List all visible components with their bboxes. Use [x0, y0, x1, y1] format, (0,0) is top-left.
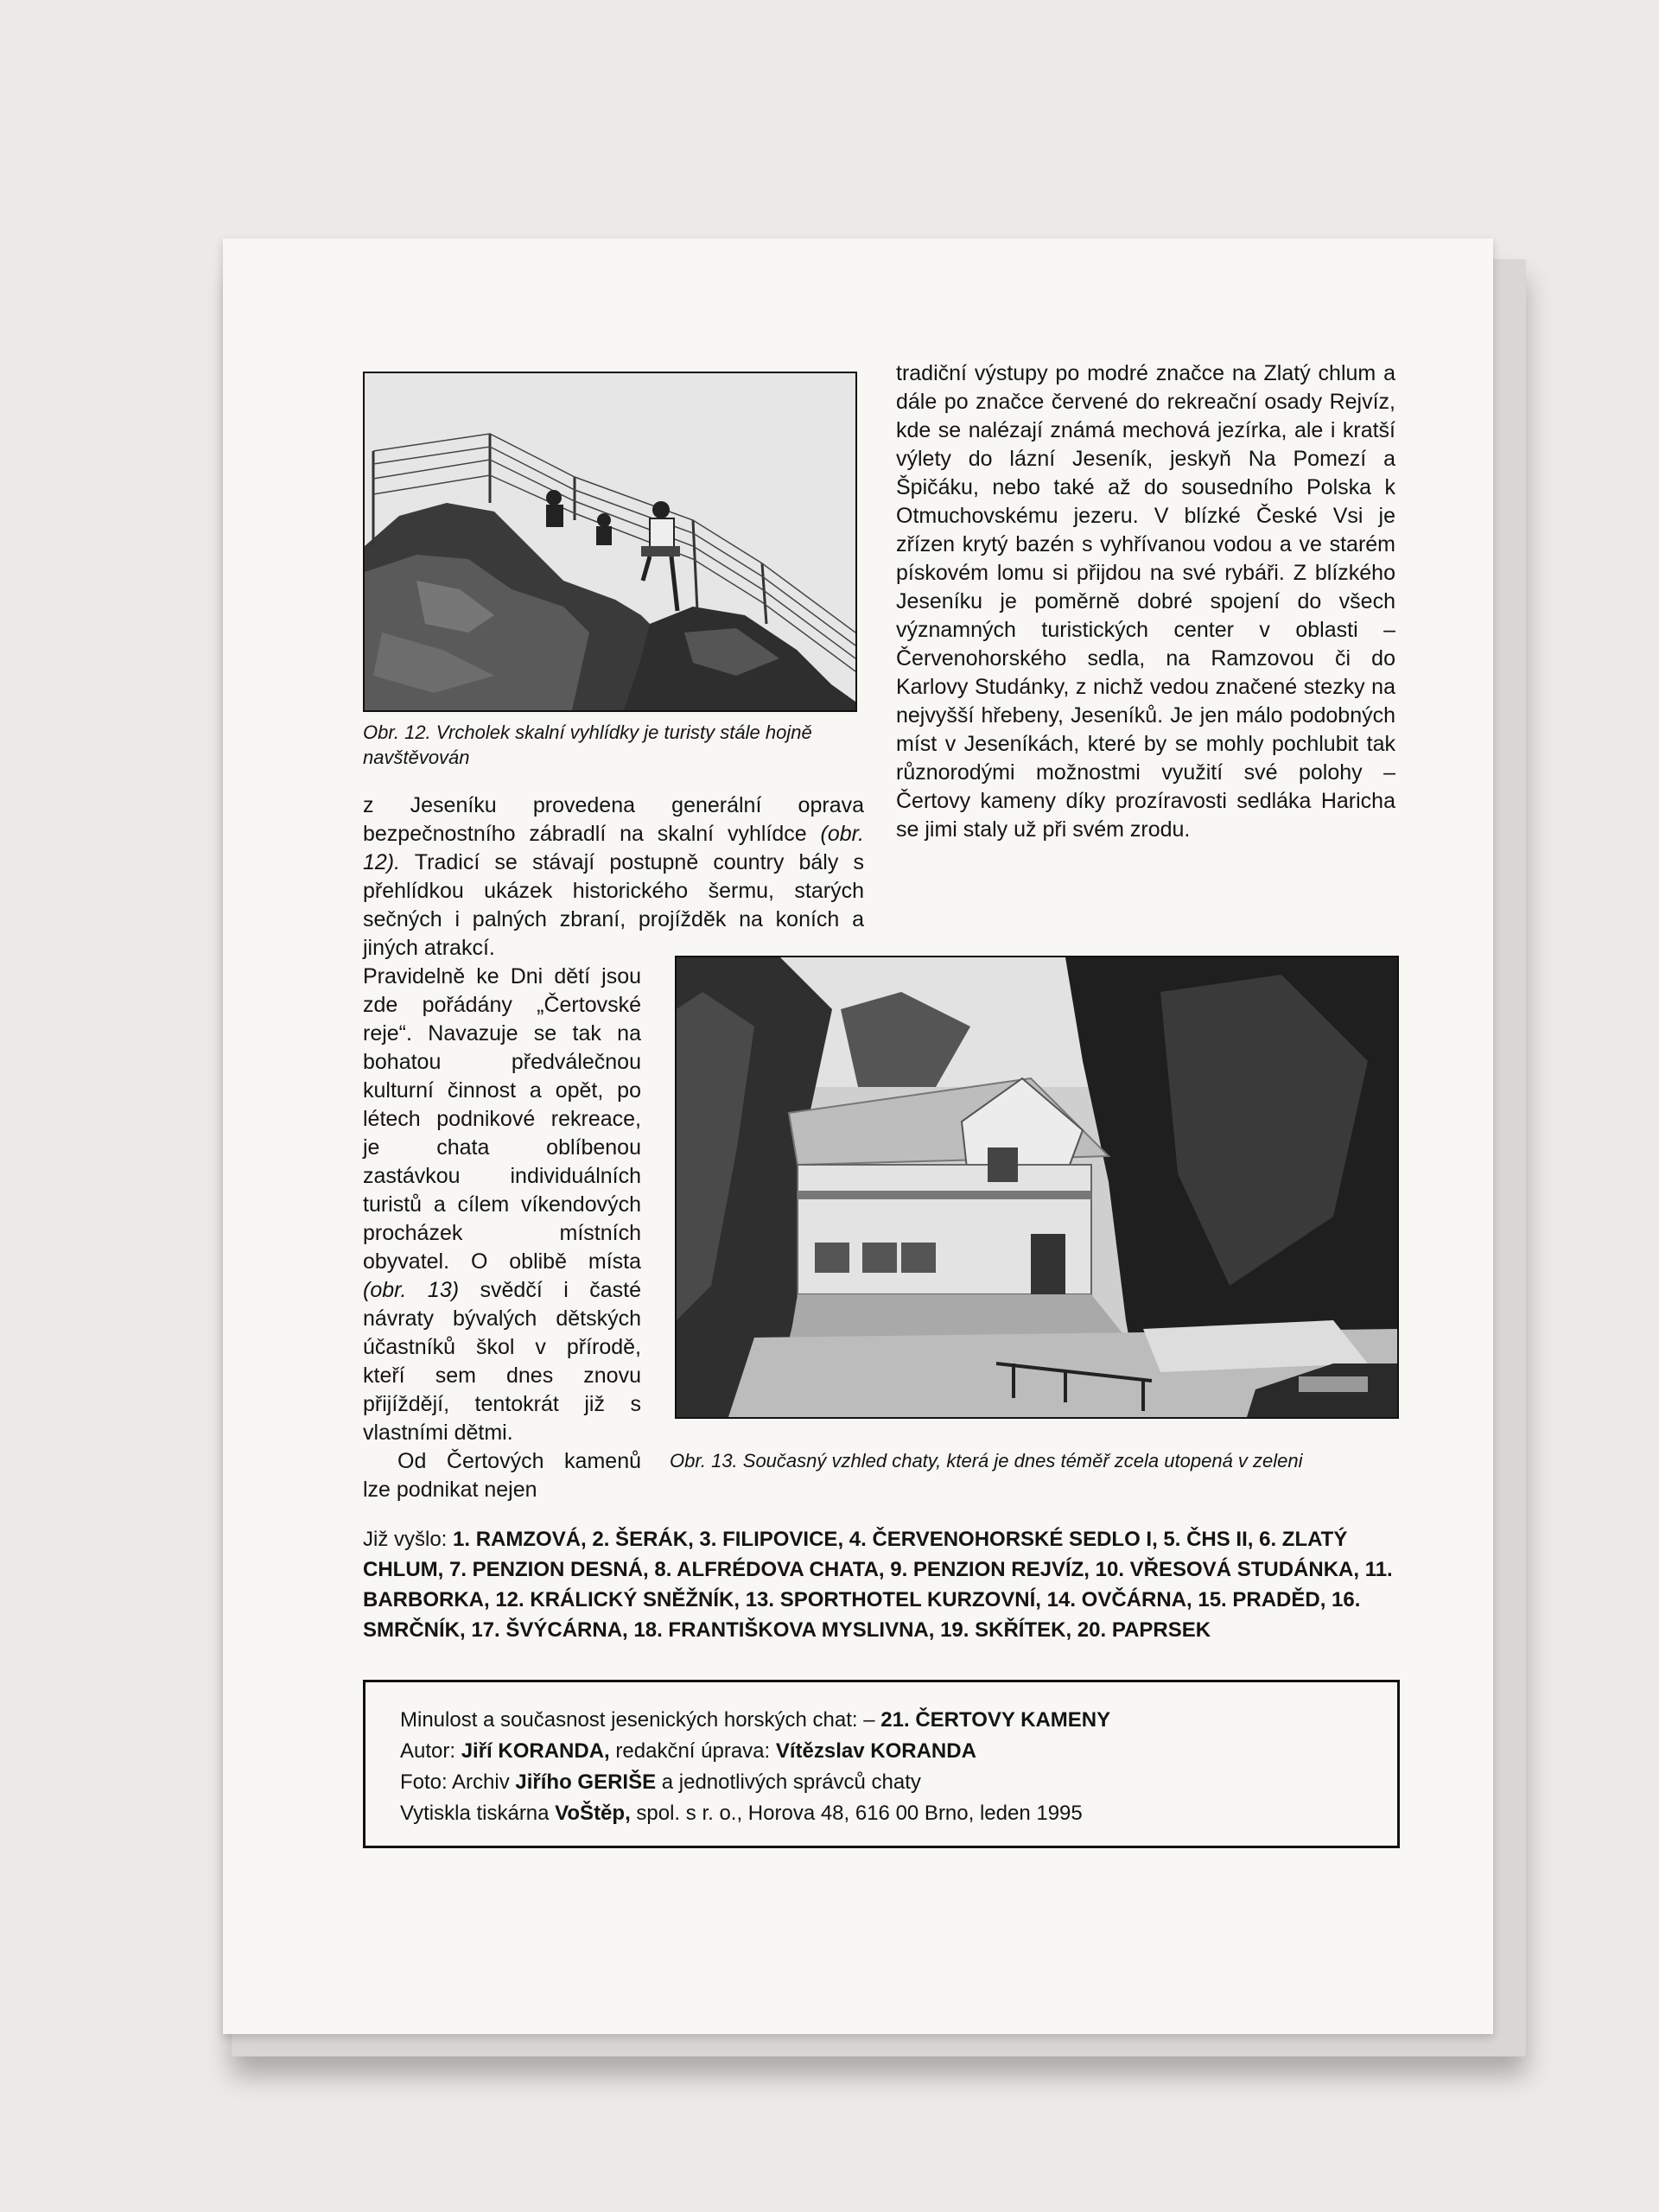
series-titles: 1. RAMZOVÁ, 2. ŠERÁK, 3. FILIPOVICE, 4. ČERVENOHORSKÉ SEDLO I, 5. ČHS II, 6. ZLATÝ CHLUM, 7. PENZION DESNÁ, 8. ALFRÉDOVA CHATA, 9. PENZION REJVÍZ, 10. VŘESOVÁ STUDÁNKA, 11. BARBORKA, 12. KRÁLICKÝ SNĚŽNÍK, 13. SPORTHOTEL KURZOVNÍ, 14. OVČÁRNA, 15. PRADĚD, 16. SMRČNÍK, 17. ŠVÝCÁRNA, 18. FRANTIŠKOVA MYSLIVNA, 19. SKŘÍTEK, 20. PAPRSEK: [363, 1528, 1393, 1642]
series-list: [363, 1524, 1404, 1645]
series-lead: Již vyšlo:: [363, 1528, 448, 1551]
author-label: Autor:: [400, 1739, 456, 1763]
printer-details: spol. s r. o., Horova 48, 616 00 Brno, leden 1995: [636, 1802, 1083, 1825]
author-name: Jiří KORANDA,: [461, 1739, 610, 1763]
chalet-image: [677, 957, 1397, 1417]
colophon-title-line: [400, 1705, 1363, 1736]
photo-label: Foto: Archiv: [400, 1770, 510, 1794]
printer-name: VoŠtěp,: [555, 1802, 631, 1825]
photo-credit-rest: a jednotlivých správců chaty: [661, 1770, 921, 1794]
editor-name: Vítězslav KORANDA: [775, 1739, 976, 1763]
colophon-photo-line: [400, 1767, 1363, 1798]
printer-label: Vytiskla tiskárna: [400, 1802, 550, 1825]
figure-13-photo: [675, 956, 1399, 1419]
paragraph-2-continued: svědčí i časté návraty bývalých dětských účastníků škol v přírodě, kteří sem dnes znovu přijíždějí, tentokrát již s vlastními dětmi.: [363, 1278, 641, 1445]
booklet-page: [223, 238, 1493, 2034]
colophon-box: [363, 1680, 1400, 1848]
figure-13-caption: Obr. 13. Současný vzhled chaty, která je dnes téměř zcela utopená v zeleni: [670, 1450, 1303, 1471]
right-column-text: tradiční výstupy po modré značce na Zlatý chlum a dále po značce červené do rekreační osady Rejvíz, kde se nalézají známá mechová jezírka, ale i kratší výlety do lázní Jeseník, jeskyň Na Pomezí a Špičáku, nebo také až do sousedního Polska k Otmuchovskému jezeru. V blízké České Vsi je zřízen krytý bazén s vyhřívanou vodou a ve starém pískovém lomu si přijdou na své rybáři. Z blízkého Jeseníku je poměrně dobré spojení do všech významných turistických center v oblasti – Červenohorského sedla, na Ramzovou či do Karlovy Studánky, z nichž vedou značené stezky na nejvyšší hřebeny, Jeseníků. Je jen málo podobných míst v Jeseníkách, které by se mohly pochlubit tak různorodými možnostmi využití své polohy – Čertovy kameny díky prozíravosti sedláka Haricha se jimi staly už při svém zrodu.: [896, 361, 1395, 842]
rock-lookout-image: [365, 373, 855, 710]
colophon-issue-title: 21. ČERTOVY KAMENY: [880, 1708, 1111, 1732]
paragraph-1-continued: Tradicí se stávají postupně country bály s přehlídkou ukázek historického šermu, starých sečných i palných zbraní, projížděk na koních a jiných atrakcí.: [363, 850, 864, 960]
editor-label: redakční úprava:: [615, 1739, 771, 1763]
left-column-paragraph-1: [363, 791, 864, 963]
figure-12-reference: (obr. 12).: [363, 822, 864, 874]
colophon-series-label: Minulost a současnost jesenických horských chat: –: [400, 1708, 875, 1732]
paragraph-2-text: Pravidelně ke Dni dětí jsou zde pořádány „Čertovské reje“. Navazuje se tak na bohatou předválečnou kulturní činnost a opět, po létech podnikové rekreace, je chata oblíbenou zastávkou individuálních turistů a cílem víkendových procházek místních obyvatel. O oblibě místa: [363, 964, 641, 1274]
figure-12-photo: [363, 372, 857, 712]
figure-13-reference: (obr. 13): [363, 1278, 460, 1302]
left-column-paragraph-2: [363, 963, 641, 1504]
colophon-author-line: [400, 1736, 1363, 1767]
figure-12-caption: Obr. 12. Vrcholek skalní vyhlídky je turisty stále hojně navštěvován: [363, 721, 812, 768]
paragraph-3-text: Od Čertových kamenů lze podnikat nejen: [363, 1449, 641, 1502]
colophon-printer-line: [400, 1798, 1363, 1829]
photo-archive-name: Jiřího GERIŠE: [515, 1770, 657, 1794]
paragraph-1-text: z Jeseníku provedena generální oprava bezpečnostního zábradlí na skalní vyhlídce: [363, 793, 864, 846]
